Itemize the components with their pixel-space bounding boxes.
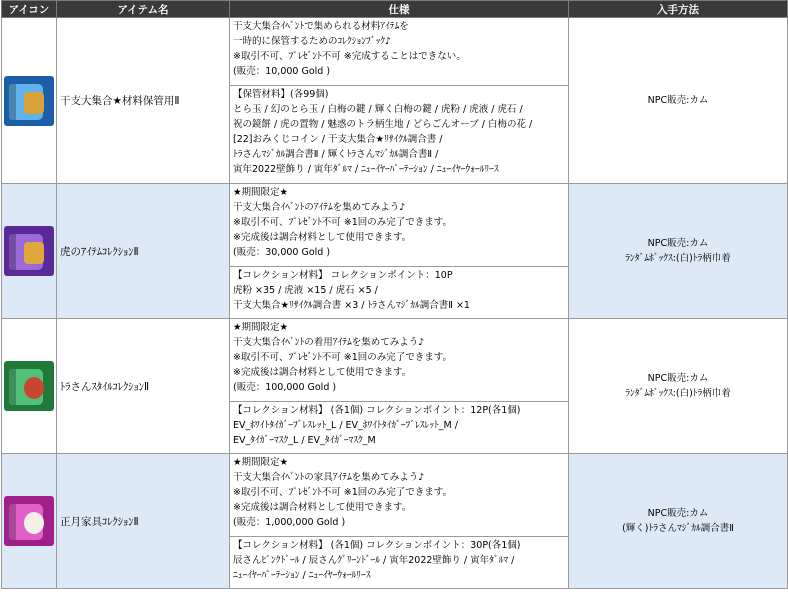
spec-line: ※取引不可、ﾌﾟﾚｾﾞﾝﾄ不可 ※1回のみ完了できます。: [233, 352, 452, 363]
item-name: ﾄﾗさんｽﾀｲﾙｺﾚｸｼｮﾝⅡ: [57, 319, 230, 454]
blue-collection-book-icon: [4, 76, 54, 126]
item-table: [1, 0, 788, 589]
spec-line: ﾆｭｰｲﾔｰﾊﾟｰﾃｰｼｮﾝ / ﾆｭｰｲﾔｰｳｫｰﾙﾘｰｽ: [233, 570, 371, 581]
spec-materials: [230, 402, 569, 454]
spec-line: ★期間限定★: [233, 187, 289, 198]
header-icon: アイコン: [2, 1, 57, 18]
spec-line: ※完成後は調合材料として使用できます。: [233, 232, 412, 243]
spec-line: 干支大集合ｲﾍﾞﾝﾄの着用ｱｲﾃﾑを集めてみよう♪: [233, 337, 425, 348]
spec-materials: [230, 86, 569, 184]
spec-line: 【コレクション材料】 (各1個) コレクションポイント：12P(各1個): [233, 405, 521, 416]
spec-line: とら玉 / 幻のとら玉 / 白梅の鍵 / 輝く白梅の鍵 / 虎粉 / 虎液 / 虎石 /: [233, 104, 523, 115]
spec-line: ※完成後は調合材料として使用できます。: [233, 367, 412, 378]
icon-cell: [2, 184, 57, 319]
acquisition-line: NPC販売:カム: [647, 508, 709, 519]
item-name: 虎のｱｲﾃﾑｺﾚｸｼｮﾝⅡ: [57, 184, 230, 319]
header-acquisition: 入手方法: [569, 1, 788, 18]
item-name: 正月家具ｺﾚｸｼｮﾝⅡ: [57, 454, 230, 589]
pink-collection-book-icon: [4, 496, 54, 546]
spec-line: EV_ﾀｲｶﾞｰﾏｽｸ_L / EV_ﾀｲｶﾞｰﾏｽｸ_M: [233, 435, 376, 446]
green-collection-book-icon: [4, 361, 54, 411]
spec-line: ★期間限定★: [233, 457, 289, 468]
spec-description: [230, 319, 569, 402]
icon-cell: [2, 18, 57, 184]
acquisition-line: NPC販売:カム: [647, 373, 709, 384]
acquisition-cell: [569, 454, 788, 589]
spec-line: ★期間限定★: [233, 322, 289, 333]
spec-line: (販売：10,000 Gold ): [233, 66, 331, 77]
spec-line: (販売：1,000,000 Gold ): [233, 517, 346, 528]
spec-line: ﾄﾗさんﾏｼﾞｶﾙ調合書Ⅱ / 輝くﾄﾗさんﾏｼﾞｶﾙ調合書Ⅱ /: [233, 149, 439, 160]
table-row: [2, 184, 788, 267]
spec-line: ※取引不可、ﾌﾟﾚｾﾞﾝﾄ不可 ※1回のみ完了できます。: [233, 487, 452, 498]
table-row: [2, 18, 788, 86]
spec-line: 一時的に保管するためのｺﾚｸｼｮﾝﾌﾞｯｸ♪: [233, 36, 392, 47]
spec-line: (販売：100,000 Gold ): [233, 382, 337, 393]
table-row: [2, 319, 788, 402]
header-spec: 仕様: [230, 1, 569, 18]
icon-cell: [2, 319, 57, 454]
spec-line: 【コレクション材料】 (各1個) コレクションポイント：30P(各1個): [233, 540, 521, 551]
acquisition-line: NPC販売:カム: [647, 95, 709, 106]
spec-line: 辰さんﾋﾟﾝｸﾄﾞｰﾙ / 辰さんｸﾞﾘｰﾝﾄﾞｰﾙ / 寅年2022壁飾り / 寅年ﾀﾞﾙﾏ /: [233, 555, 515, 566]
acquisition-line: ﾗﾝﾀﾞﾑﾎﾞｯｸｽ:(白)ﾄﾗ柄巾着: [625, 253, 731, 264]
spec-line: ※取引不可、ﾌﾟﾚｾﾞﾝﾄ不可 ※1回のみ完了できます。: [233, 217, 452, 228]
acquisition-line: (輝く)ﾄﾗさんﾏｼﾞｶﾙ調合書Ⅱ: [622, 523, 734, 534]
acquisition-line: NPC販売:カム: [647, 238, 709, 249]
spec-materials: [230, 267, 569, 319]
spec-line: (販売：30,000 Gold ): [233, 247, 331, 258]
table-row: [2, 454, 788, 537]
spec-line: [22]おみくじコイン / 干支大集合★ﾘｻｲｸﾙ調合書 /: [233, 134, 443, 145]
spec-description: [230, 18, 569, 86]
spec-description: [230, 184, 569, 267]
spec-line: EV_ﾎﾜｲﾄﾀｲｶﾞｰﾌﾞﾚｽﾚｯﾄ_L / EV_ﾎﾜｲﾄﾀｲｶﾞｰﾌﾞﾚｽﾚｯﾄ_M /: [233, 420, 458, 431]
spec-line: 干支大集合ｲﾍﾞﾝﾄで集められる材料ｱｲﾃﾑを: [233, 21, 409, 32]
acquisition-cell: [569, 319, 788, 454]
spec-line: 干支大集合★ﾘｻｲｸﾙ調合書 ×3 / ﾄﾗさんﾏｼﾞｶﾙ調合書Ⅱ ×1: [233, 300, 470, 311]
acquisition-cell: [569, 18, 788, 184]
spec-line: ※完成後は調合材料として使用できます。: [233, 502, 412, 513]
purple-collection-book-icon: [4, 226, 54, 276]
item-name: 干支大集合★材料保管用Ⅱ: [57, 18, 230, 184]
spec-description: [230, 454, 569, 537]
spec-materials: [230, 537, 569, 589]
spec-line: 虎粉 ×35 / 虎液 ×15 / 虎石 ×5 /: [233, 285, 378, 296]
header-row: [2, 1, 788, 18]
spec-line: 干支大集合ｲﾍﾞﾝﾄの家具ｱｲﾃﾑを集めてみよう♪: [233, 472, 425, 483]
icon-cell: [2, 454, 57, 589]
spec-line: ※取引不可、ﾌﾟﾚｾﾞﾝﾄ不可 ※完成することはできない。: [233, 51, 466, 62]
acquisition-cell: [569, 184, 788, 319]
spec-line: 祝の鏡餅 / 虎の置物 / 魅惑のトラ柄生地 / どらごんオーブ / 白梅の花 /: [233, 119, 533, 130]
spec-line: 【コレクション材料】 コレクションポイント：10P: [233, 270, 453, 281]
spec-line: 干支大集合ｲﾍﾞﾝﾄのｱｲﾃﾑを集めてみよう♪: [233, 202, 406, 213]
header-name: アイテム名: [57, 1, 230, 18]
spec-line: 寅年2022壁飾り / 寅年ﾀﾞﾙﾏ / ﾆｭｰｲﾔｰﾊﾟｰﾃｰｼｮﾝ / ﾆｭｰｲﾔｰｳｫｰﾙﾘｰｽ: [233, 164, 499, 175]
spec-line: 【保管材料】(各99個): [233, 89, 329, 100]
acquisition-line: ﾗﾝﾀﾞﾑﾎﾞｯｸｽ:(白)ﾄﾗ柄巾着: [625, 388, 731, 399]
